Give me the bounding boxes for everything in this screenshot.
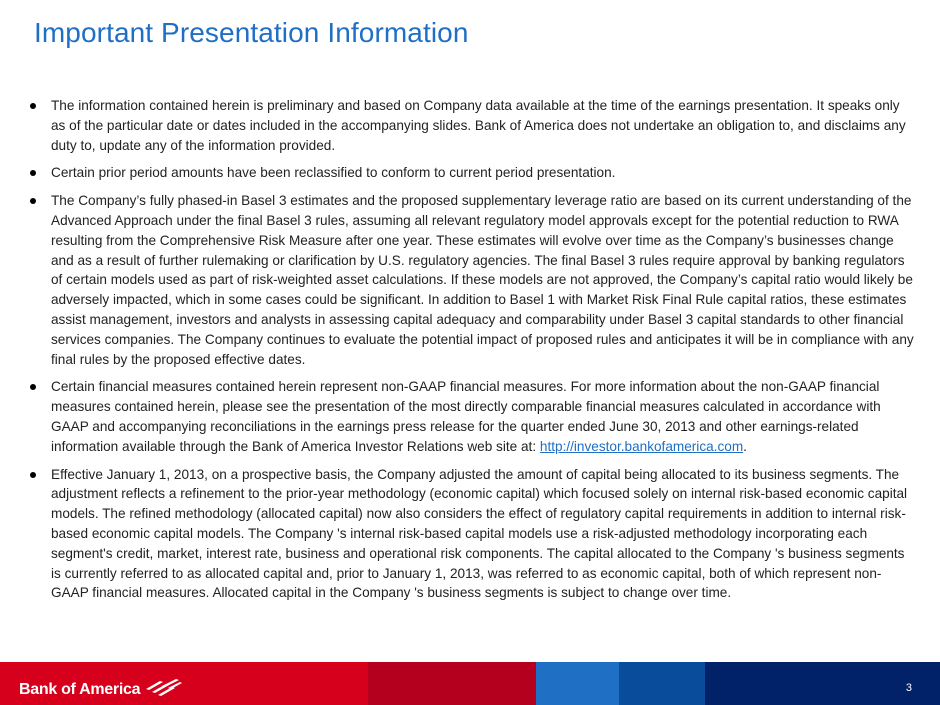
footer-segment-dark-red bbox=[368, 662, 536, 705]
bullet-dot-icon bbox=[30, 472, 36, 478]
bullet-dot-icon bbox=[30, 198, 36, 204]
bullet-text: Certain financial measures contained herein represent non-GAAP financial measures. For more information about the non-GAAP financial measures contained herein, please see the presentation of the most directly comparable financial measures calculated in accordance with GAAP and accompanying reconciliations in the earnings press release for the quarter ended June 30, 2013 and other earnings-related information available through the Bank of America Investor Relations web site at: bbox=[51, 379, 881, 454]
bank-logo bbox=[19, 677, 182, 702]
bullet-text: The Company’s fully phased-in Basel 3 estimates and the proposed supplementary leverage ratio are based on its current understanding of the Advanced Approach under the final Basel 3 rules, assuming all relevant regulatory model approvals except for the potential reduction to RWA resulting from the Comprehensive Risk Measure after one year. These estimates will evolve over time as the Company’s businesses change and as a result of further rulemaking or clarification by U.S. regulatory agencies. The final Basel 3 rules require approval by banking regulators of certain models used as part of risk-weighted asset calculations. If these models are not approved, the Company’s capital ratio would likely be adversely impacted, which in some cases could be significant. In addition to Basel 1 with Market Risk Final Rule capital ratios, these estimates assist management, investors and analysts in assessing capital adequacy and comparability under Basel 3 capital standards to other financial services companies. The Company continues to evaluate the potential impact of proposed rules and anticipates it will be in compliance with any final rules by the proposed effective dates. bbox=[51, 193, 914, 367]
bullet-list bbox=[30, 96, 916, 611]
bullet-item bbox=[30, 191, 916, 369]
footer-segment-blue bbox=[536, 662, 619, 705]
bullet-item bbox=[30, 96, 916, 155]
bullet-item bbox=[30, 163, 916, 183]
bullet-text: Certain prior period amounts have been reclassified to conform to current period presentation. bbox=[51, 165, 616, 181]
bullet-text-end: . bbox=[743, 438, 747, 454]
page-title: Important Presentation Information bbox=[34, 17, 469, 48]
bullet-dot-icon bbox=[30, 384, 36, 390]
investor-relations-link[interactable]: http://investor.bankofamerica.com bbox=[539, 438, 744, 454]
bullet-item bbox=[30, 465, 916, 604]
footer-segment-navy bbox=[705, 662, 940, 705]
flag-logo-icon bbox=[144, 677, 182, 702]
bullet-item bbox=[30, 377, 916, 456]
brand-name: Bank of America bbox=[19, 680, 141, 698]
footer-segment-mid-blue bbox=[619, 662, 705, 705]
page-number: 3 bbox=[905, 682, 912, 694]
bullet-text: The information contained herein is preliminary and based on Company data available at the time of the earnings presentation. It speaks only as of the particular date or dates included in the accompanying slides. Bank of America does not undertake an obligation to, and disclaims any duty to, update any of the information provided. bbox=[51, 98, 906, 153]
bullet-dot-icon bbox=[30, 170, 36, 176]
bullet-text: Effective January 1, 2013, on a prospective basis, the Company adjusted the amount of capital being allocated to its business segments. The adjustment reflects a refinement to the prior-year methodology (economic capital) which focused solely on internal risk-based economic capital models. The refined methodology (allocated capital) now also considers the effect of regulatory capital requirements in addition to internal risk-based economic capital models. The Company 's internal risk-based capital models use a risk-adjusted methodology incorporating each segment's credit, market, interest rate, business and operational risk components. The capital allocated to the Company 's business segments is currently referred to as allocated capital and, prior to January 1, 2013, was referred to as economic capital, both of which represent non-GAAP financial measures. Allocated capital in the Company 's business segments is subject to change over time. bbox=[51, 466, 908, 601]
bullet-dot-icon bbox=[30, 103, 36, 109]
